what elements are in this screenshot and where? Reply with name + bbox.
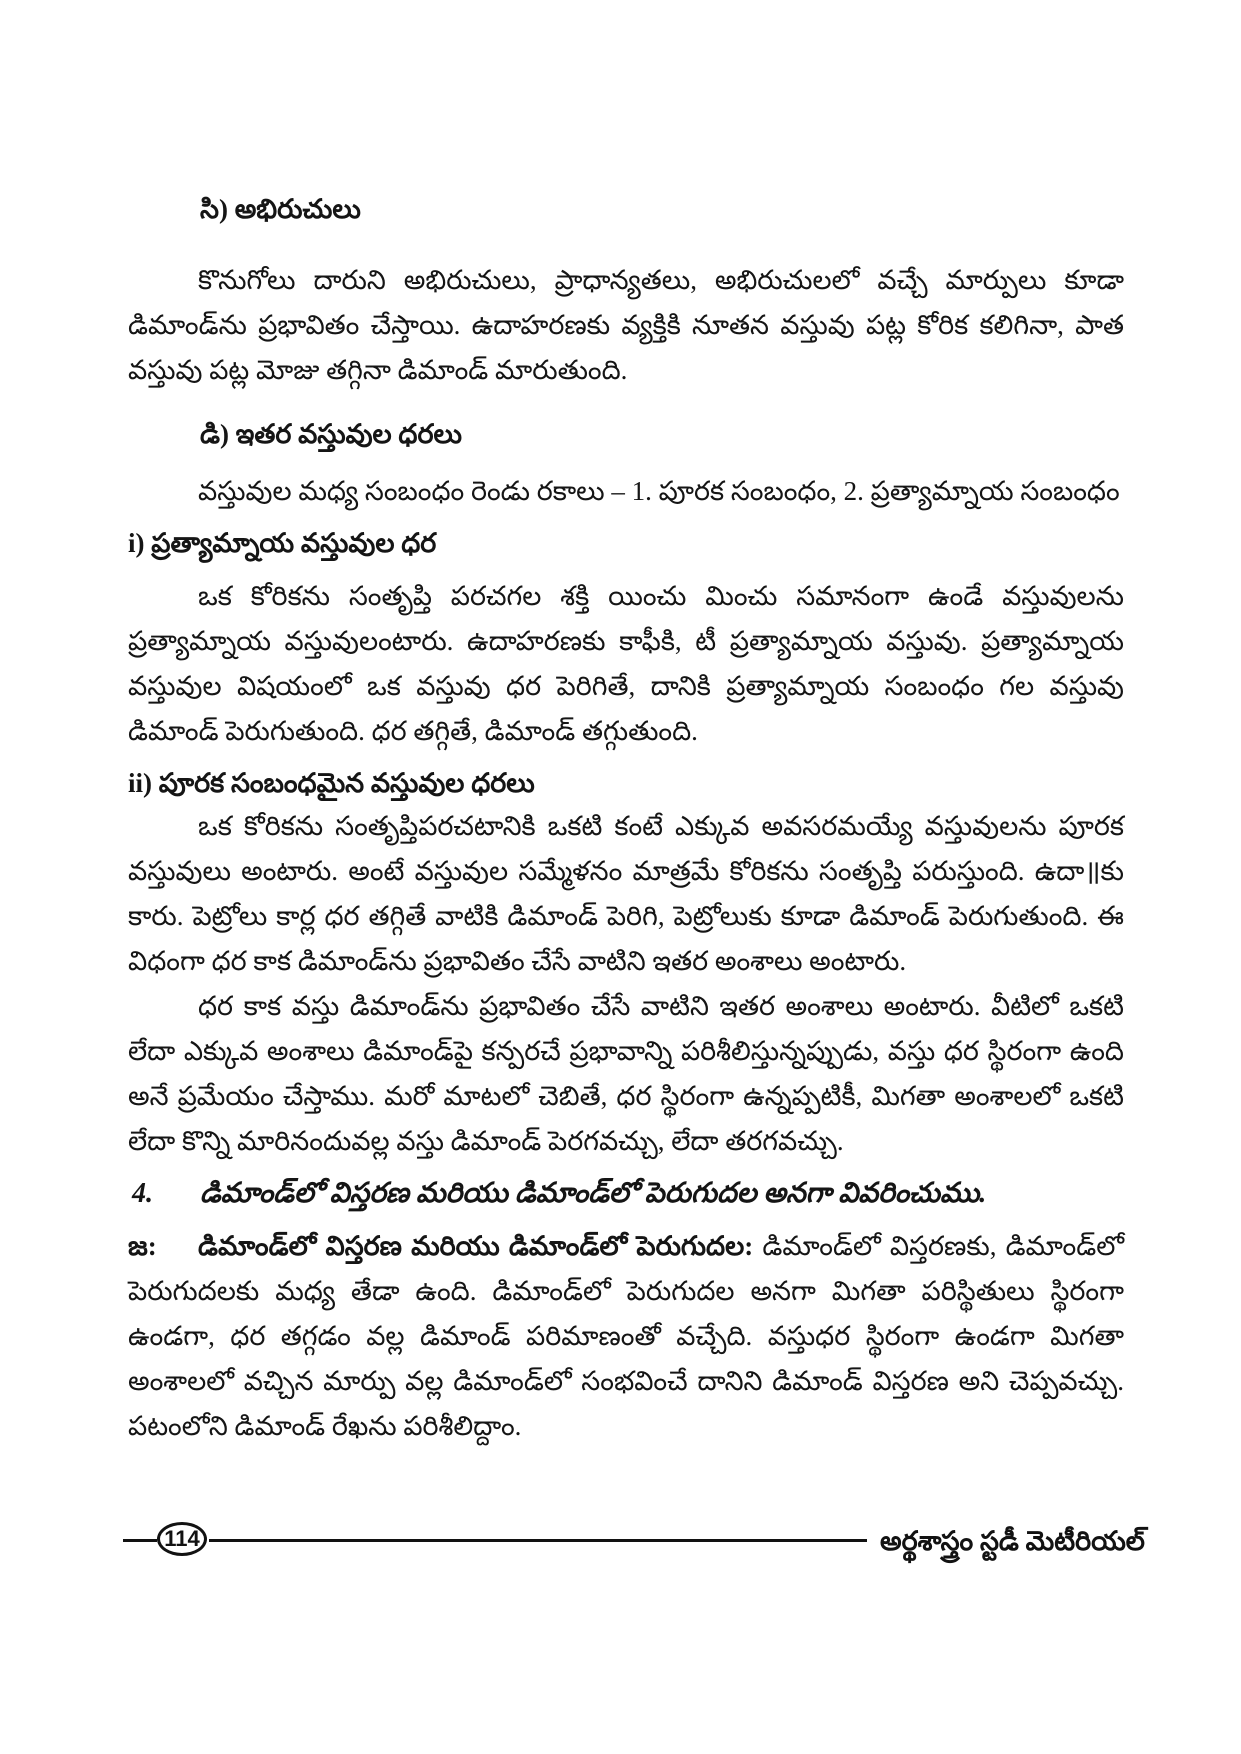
section-heading-other-goods-prices: డి) ఇతర వస్తువుల ధరలు — [200, 419, 462, 449]
page-number-badge: 114 — [157, 1522, 207, 1556]
question-row — [128, 1174, 1124, 1214]
answer-lead: డిమాండ్‌లో విస్తరణ మరియు డిమాండ్‌లో పెరుగుదల: — [198, 1231, 754, 1261]
question-title: డిమాండ్‌లో విస్తరణ మరియు డిమాండ్‌లో పెరుగుదల అనగా వివరించుము. — [200, 1178, 987, 1209]
section-heading-substitute-goods-price: i) ప్రత్యామ్నాయ వస్తువుల ధర — [128, 528, 437, 558]
footer-book-title: అర్థశాస్త్రం స్టడీ మెటీరియల్ — [880, 1526, 1145, 1556]
footer-rule — [209, 1539, 867, 1542]
paragraph-relation-types: వస్తువుల మధ్య సంబంధం రెండు రకాలు – 1. పూరక సంబంధం, 2. ప్రత్యామ్నాయ సంబంధం — [198, 476, 1120, 506]
section-heading-tastes: సి) అభిరుచులు — [200, 194, 361, 224]
question-number: 4. — [132, 1178, 153, 1209]
paragraph-substitute-goods: ఒక కోరికను సంతృప్తి పరచగల శక్తి యించు మించు సమానంగా ఉండే వస్తువులను ప్రత్యామ్నాయ వస్తువులంటారు. ఉదాహరణకు కాఫీకి, టీ ప్రత్యామ్నాయ వస్తువు. ప్రత్యామ్నాయ వస్తువుల విషయంలో ఒక వస్తువు ధర పెరిగితే, దానికి ప్రత్యామ్నాయ సంబంధం గల వస్తువు డిమాండ్ పెరుగుతుంది. ధర తగ్గితే, డిమాండ్ తగ్గుతుంది. — [128, 581, 1124, 746]
page-content — [128, 190, 1124, 1449]
answer-text: డిమాండ్‌లో విస్తరణకు, డిమాండ్‌లో పెరుగుదలకు మధ్య తేడా ఉంది. డిమాండ్‌లో పెరుగుదల అనగా మిగతా పరిస్థితులు స్థిరంగా ఉండగా, ధర తగ్గడం వల్ల డిమాండ్ పరిమాణంతో వచ్చేది. వస్తుధర స్థిరంగా ఉండగా మిగతా అంశాలలో వచ్చిన మార్పు వల్ల డిమాండ్‌లో సంభవించే దానిని డిమాండ్ విస్తరణ అని చెప్పవచ్చు. పటంలోని డిమాండ్ రేఖను పరిశీలిద్దాం. — [128, 1231, 1125, 1441]
answer-label: జ: — [128, 1231, 157, 1261]
page-footer — [0, 1520, 1241, 1564]
paragraph-tastes: కొనుగోలు దారుని అభిరుచులు, ప్రాధాన్యతలు, అభిరుచులలో వచ్చే మార్పులు కూడా డిమాండ్‌ను ప్రభావితం చేస్తాయి. ఉదాహరణకు వ్యక్తికి నూతన వస్తువు పట్ల కోరిక కలిగినా, పాత వస్తువు పట్ల మోజు తగ్గినా డిమాండ్ మారుతుంది. — [128, 265, 1125, 385]
section-heading-complementary-goods-prices: ii) పూరక సంబంధమైన వస్తువుల ధరలు — [128, 768, 535, 798]
paragraph-complementary-goods: ఒక కోరికను సంతృప్తిపరచటానికి ఒకటి కంటే ఎక్కువ అవసరమయ్యే వస్తువులను పూరక వస్తువులు అంటారు. అంటే వస్తువుల సమ్మేళనం మాత్రమే కోరికను సంతృప్తి పరుస్తుంది. ఉదా॥కు కారు. పెట్రోలు కార్ల ధర తగ్గితే వాటికి డిమాండ్ పెరిగి, పెట్రోలుకు కూడా డిమాండ్ పెరుగుతుంది. ఈ విధంగా ధర కాక డిమాండ్‌ను ప్రభావితం చేసే వాటిని ఇతర అంశాలు అంటారు. — [128, 811, 1124, 976]
answer-paragraph — [128, 1224, 1124, 1449]
footer-rule-left — [123, 1539, 157, 1542]
paragraph-other-factors: ధర కాక వస్తు డిమాండ్‌ను ప్రభావితం చేసే వాటిని ఇతర అంశాలు అంటారు. వీటిలో ఒకటి లేదా ఎక్కువ అంశాలు డిమాండ్‌పై కన్పరచే ప్రభావాన్ని పరిశీలిస్తున్నప్పుడు, వస్తు ధర స్థిరంగా ఉంది అనే ప్రమేయం చేస్తాము. మరో మాటలో చెబితే, ధర స్థిరంగా ఉన్నప్పటికీ, మిగతా అంశాలలో ఒకటి లేదా కొన్ని మారినందువల్ల వస్తు డిమాండ్ పెరగవచ్చు, లేదా తరగవచ్చు. — [128, 991, 1124, 1156]
answer-block — [128, 1224, 1124, 1449]
